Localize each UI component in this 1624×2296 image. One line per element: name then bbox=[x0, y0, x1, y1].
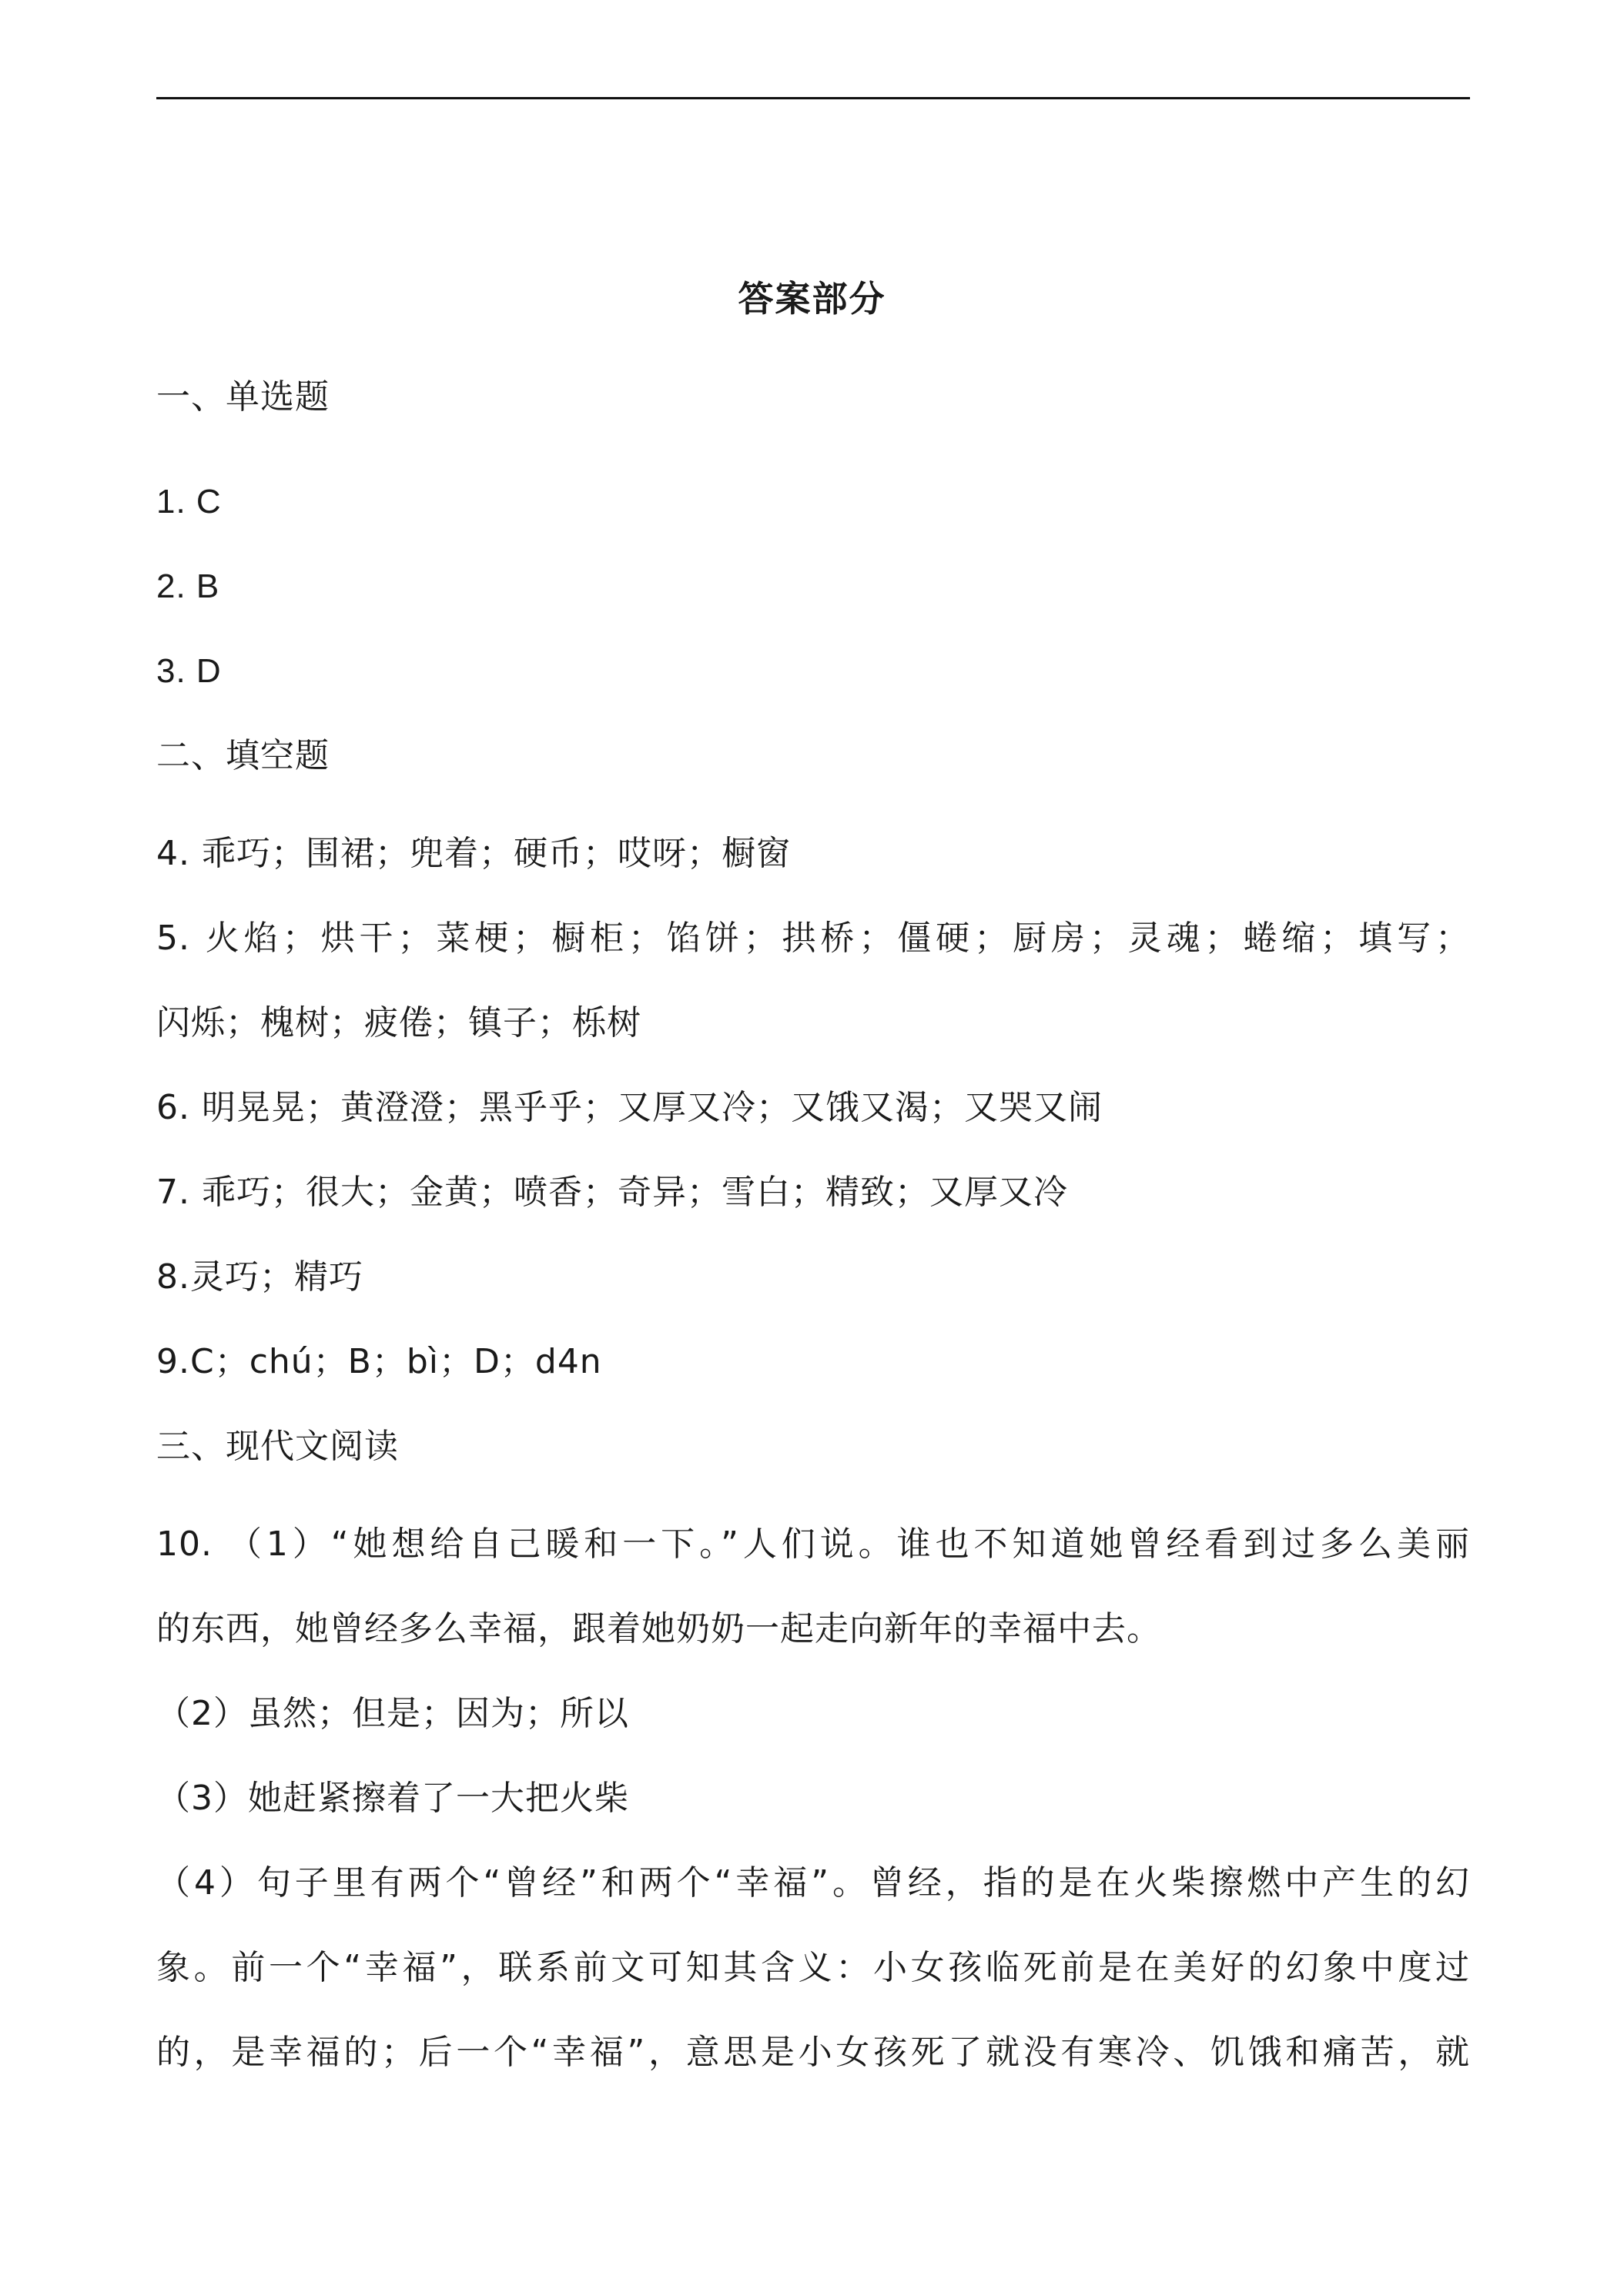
answer-1: 1. C bbox=[156, 483, 222, 520]
answer-10-part-4-line-2: 象。前一个“幸福”，联系前文可知其含义：小女孩临死前是在美好的幻象中度过 bbox=[156, 1948, 1470, 1987]
answer-5-line-1: 5. 火焰；烘干；菜梗；橱柜；馅饼；拱桥；僵硬；厨房；灵魂；蜷缩；填写； bbox=[156, 919, 1470, 958]
answer-6: 6. 明晃晃；黄澄澄；黑乎乎；又厚又冷；又饿又渴；又哭又闹 bbox=[156, 1088, 1103, 1127]
answer-7: 7. 乖巧；很大；金黄；喷香；奇异；雪白；精致；又厚又冷 bbox=[156, 1173, 1068, 1212]
answer-9: 9.C；chú；B；bì；D；d4n bbox=[156, 1342, 602, 1381]
answer-3: 3. D bbox=[156, 652, 222, 690]
answer-4: 4. 乖巧；围裙；兜着；硬币；哎呀；橱窗 bbox=[156, 834, 791, 873]
answer-2: 2. B bbox=[156, 567, 220, 605]
answer-5-line-2: 闪烁；槐树；疲倦；镇子；栎树 bbox=[156, 1003, 641, 1043]
header-rule bbox=[156, 97, 1470, 99]
section-heading-single-choice: 一、单选题 bbox=[156, 377, 330, 417]
answer-10-part-4-line-1: （4）句子里有两个“曾经”和两个“幸福”。曾经，指的是在火柴擦燃中产生的幻 bbox=[156, 1863, 1470, 1903]
section-heading-fill-blank: 二、填空题 bbox=[156, 736, 330, 775]
answer-10-line-2: 的东西，她曾经多么幸福，跟着她奶奶一起走向新年的幸福中去。 bbox=[156, 1609, 1161, 1648]
answer-10-line-1: 10. （1）“她想给自己暖和一下。”人们说。谁也不知道她曾经看到过多么美丽 bbox=[156, 1525, 1470, 1564]
answer-10-part-3: （3）她赶紧擦着了一大把火柴 bbox=[156, 1779, 629, 1818]
answer-8: 8.灵巧；精巧 bbox=[156, 1257, 363, 1297]
page-title: 答案部分 bbox=[738, 278, 886, 320]
answer-10-part-2: （2）虽然；但是；因为；所以 bbox=[156, 1694, 629, 1733]
answer-10-part-4-line-3: 的，是幸福的；后一个“幸福”，意思是小女孩死了就没有寒冷、饥饿和痛苦，就 bbox=[156, 2033, 1470, 2072]
section-heading-reading: 三、现代文阅读 bbox=[156, 1427, 399, 1466]
